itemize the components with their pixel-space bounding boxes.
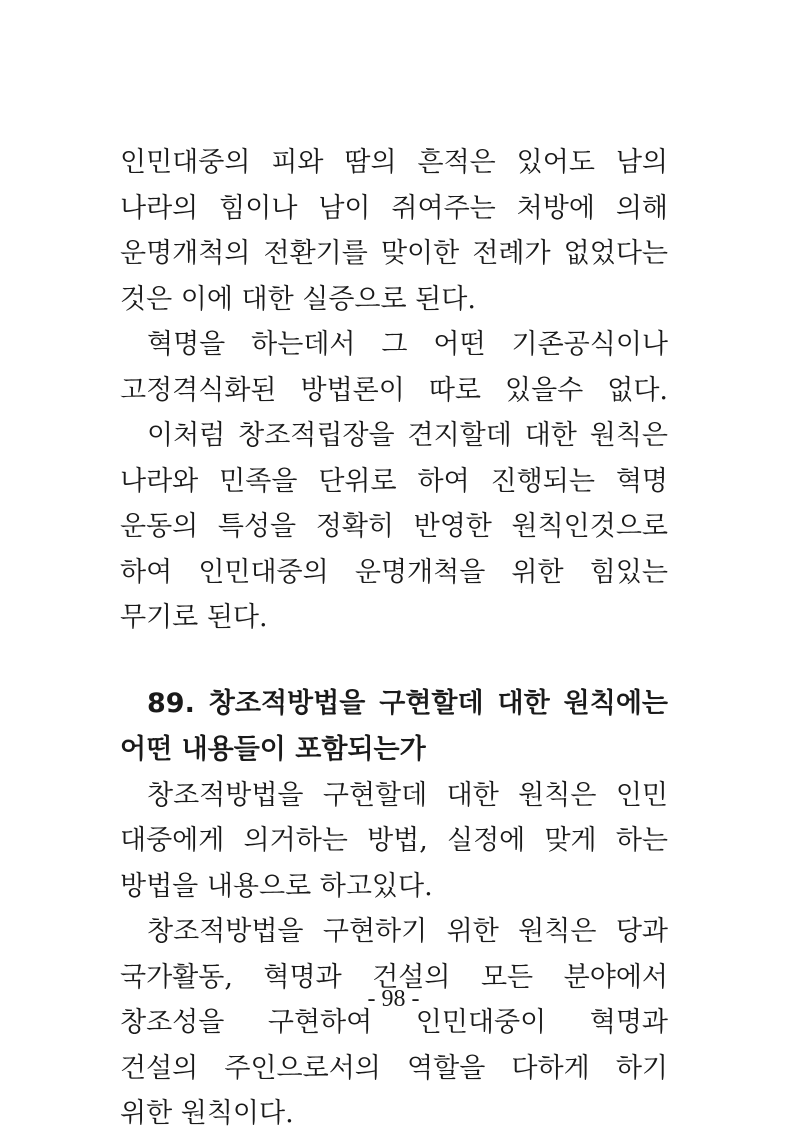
text-line: 것은 이에 대한 실증으로 된다. xyxy=(120,283,476,315)
paragraph-5 xyxy=(120,909,668,1137)
text-line: 창조성을 구현하여 인민대중이 혁명과 xyxy=(120,1007,668,1038)
text-line: 건설의 주인으로서의 역할을 다하게 하기 xyxy=(120,1052,668,1084)
text-line: 고정격식화된 방법론이 따로 있을수 없다. xyxy=(120,374,668,406)
text-line: 창조적방법을 구현하기 위한 원칙은 당과 xyxy=(147,916,668,947)
text-line: 혁명을 하는데서 그 어떤 기존공식이나 xyxy=(147,329,668,360)
paragraph-3 xyxy=(120,413,668,641)
heading-line: 어떤 내용들이 포함되는가 xyxy=(120,733,426,765)
text-line: 운명개척의 전환기를 맞이한 전례가 없었다는 xyxy=(120,238,668,269)
text-line: 운동의 특성을 정확히 반영한 원칙인것으로 xyxy=(120,511,668,542)
text-line: 이처럼 창조적립장을 견지할데 대한 원칙은 xyxy=(147,420,668,451)
paragraph-1 xyxy=(120,140,668,322)
text-line: 나라의 힘이나 남이 쥐여주는 처방에 의해 xyxy=(120,192,668,224)
text-line: 창조적방법을 구현할데 대한 원칙은 인민 xyxy=(147,779,668,811)
heading-line: 89. 창조적방법을 구현할데 대한 원칙에는 xyxy=(147,687,668,719)
text-line: 나라와 민족을 단위로 하여 진행되는 혁명 xyxy=(120,465,668,497)
paragraph-4 xyxy=(120,773,668,910)
text-line: 국가활동, 혁명과 건설의 모든 분야에서 xyxy=(120,961,668,993)
text-line: 하여 인민대중의 운명개척을 위한 힘있는 xyxy=(120,556,668,588)
text-line: 방법을 내용으로 하고있다. xyxy=(120,870,433,902)
section-heading xyxy=(120,681,668,773)
text-line: 무기로 된다. xyxy=(120,602,268,633)
page-number: - 98 - xyxy=(367,986,420,1012)
paragraph-2 xyxy=(120,322,668,413)
text-line: 대중에게 의거하는 방법, 실정에 맞게 하는 xyxy=(120,825,668,856)
text-line: 위한 원칙이다. xyxy=(120,1098,294,1129)
text-line: 인민대중의 피와 땀의 흔적은 있어도 남의 xyxy=(120,147,668,178)
